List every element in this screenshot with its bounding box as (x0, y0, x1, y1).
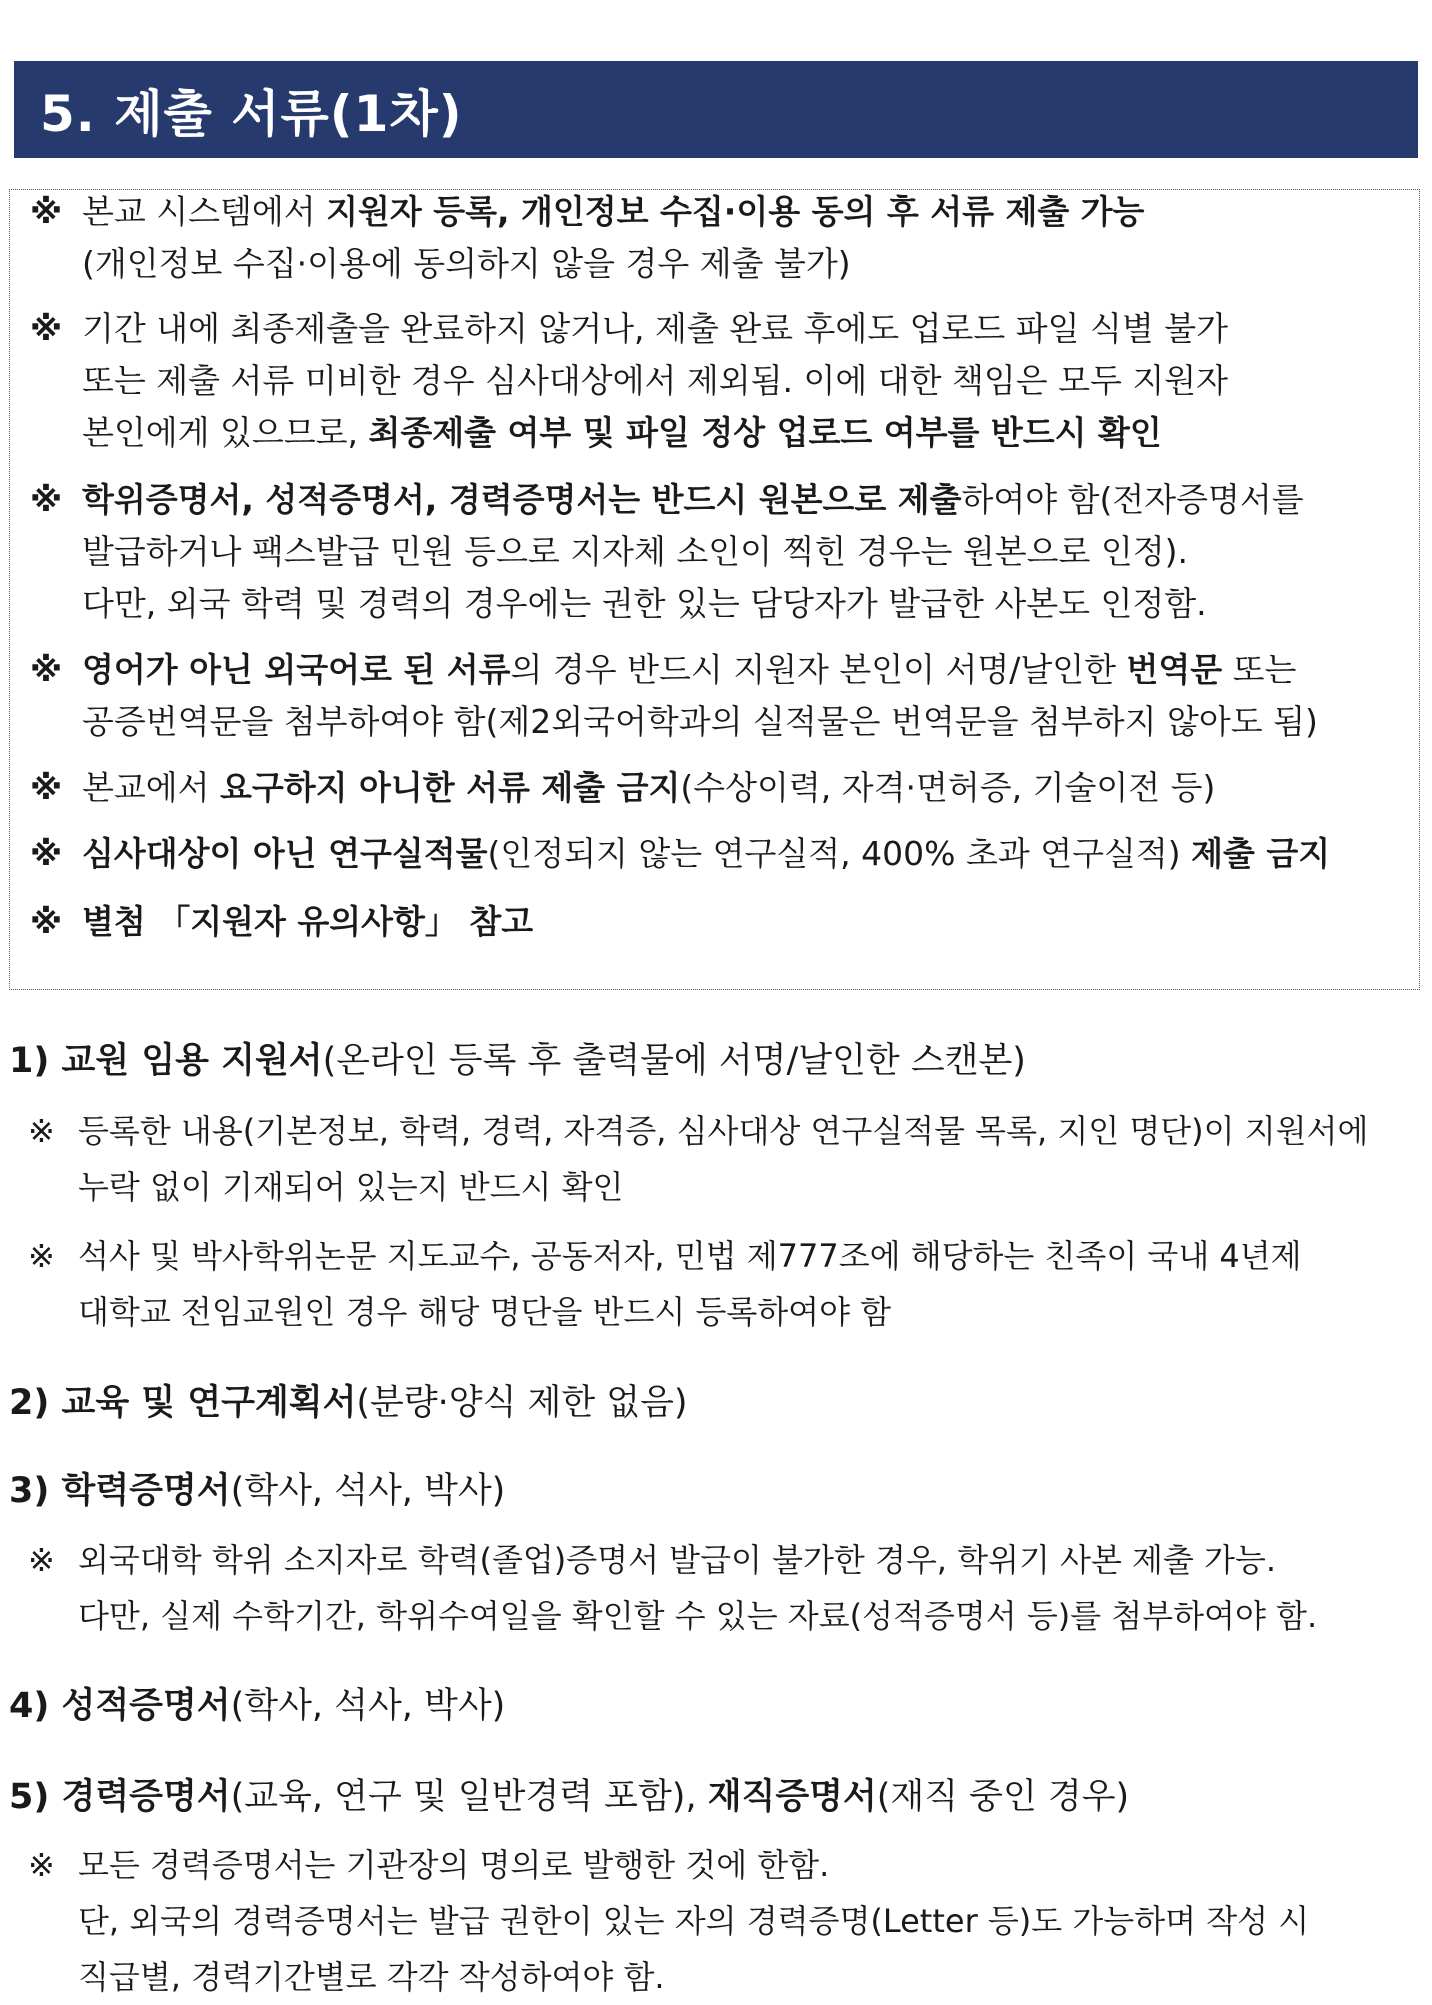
notice-2-line3: 본인에게 있으므로, (82, 413, 369, 452)
item-1-note-2-line2: 대학교 전임교원인 경우 해당 명단을 반드시 등록하여야 함 (78, 1293, 892, 1331)
notice-2-line2: 또는 제출 서류 미비한 경우 심사대상에서 제외됨. 이에 대한 책임은 모두 지원자 (82, 361, 1228, 400)
notice-5-text2: (수상이력, 자격·면허증, 기술이전 등) (680, 768, 1216, 807)
notice-3-bold: 학위증명서, 성적증명서, 경력증명서는 반드시 원본으로 제출 (82, 480, 962, 519)
reference-mark: ※ (28, 1237, 55, 1275)
item-4-number: 4) (9, 1686, 62, 1726)
notice-4-text1: 의 경우 반드시 지원자 본인이 서명/날인한 (510, 650, 1127, 689)
section-title: 5. 제출 서류(1차) (40, 84, 463, 143)
item-3-note-1-line2: 다만, 실제 수학기간, 학위수여일을 확인할 수 있는 자료(성적증명서 등)를 첨부하여야 함. (78, 1597, 1318, 1635)
reference-mark: ※ (28, 1112, 55, 1150)
item-3-title: 학력증명서 (61, 1471, 231, 1511)
notice-1-line2: (개인정보 수집·이용에 동의하지 않을 경우 제출 불가) (82, 244, 851, 283)
notice-5-bold: 요구하지 아니한 서류 제출 금지 (220, 768, 681, 807)
notice-4-text2: 또는 (1222, 650, 1297, 689)
notice-2-bold: 최종제출 여부 및 파일 정상 업로드 여부를 반드시 확인 (368, 413, 1162, 452)
notice-6-bold2: 제출 금지 (1191, 834, 1331, 873)
notice-6-text: (인정되지 않는 연구실적, 400% 초과 연구실적) (487, 834, 1192, 873)
item-3-heading (9, 1463, 1419, 1519)
item-5-desc1: (교육, 연구 및 일반경력 포함), (230, 1777, 708, 1817)
notice-4-bold2: 번역문 (1126, 650, 1223, 689)
item-1-desc: (온라인 등록 후 출력물에 서명/날인한 스캔본) (322, 1041, 1026, 1081)
item-5-heading (9, 1769, 1419, 1825)
reference-mark: ※ (30, 768, 63, 807)
item-5-note-1-line1: 모든 경력증명서는 기관장의 명의로 발행한 것에 한함. (78, 1846, 830, 1884)
item-2-title: 교육 및 연구계획서 (61, 1383, 357, 1423)
item-2-heading (9, 1375, 1419, 1431)
item-5-note-1-line3: 직급별, 경력기간별로 각각 작성하여야 함. (78, 1958, 665, 1996)
item-4-heading (9, 1678, 1419, 1734)
item-5-desc2: (재직 중인 경우) (876, 1777, 1130, 1817)
notice-7-bold: 별첨 「지원자 유의사항」 참고 (82, 902, 534, 941)
notice-4-bold1: 영어가 아닌 외국어로 된 서류 (82, 650, 511, 689)
item-4-desc: (학사, 석사, 박사) (230, 1686, 506, 1726)
item-1-note-1-line2: 누락 없이 기재되어 있는지 반드시 확인 (78, 1168, 624, 1206)
reference-mark: ※ (28, 1541, 55, 1579)
item-5-title1: 경력증명서 (61, 1777, 231, 1817)
item-2-desc: (분량·양식 제한 없음) (356, 1383, 688, 1423)
notice-3-line2: 발급하거나 팩스발급 민원 등으로 지자체 소인이 찍힌 경우는 원본으로 인정). (82, 532, 1188, 571)
notice-4-line2: 공증번역문을 첨부하여야 함(제2외국어학과의 실적물은 번역문을 첨부하지 않아도 됨) (82, 702, 1318, 741)
reference-mark: ※ (30, 650, 63, 689)
item-5-title2: 재직증명서 (707, 1777, 877, 1817)
notice-1-text: 본교 시스템에서 (82, 192, 327, 231)
notice-3-line3: 다만, 외국 학력 및 경력의 경우에는 권한 있는 담당자가 발급한 사본도 인정함. (82, 584, 1207, 623)
item-1-note-1-line1: 등록한 내용(기본정보, 학력, 경력, 자격증, 심사대상 연구실적물 목록, 지인 명단)이 지원서에 (78, 1112, 1369, 1150)
section-title-banner (14, 61, 1418, 158)
item-3-desc: (학사, 석사, 박사) (230, 1471, 506, 1511)
reference-mark: ※ (30, 480, 63, 519)
item-1-number: 1) (9, 1041, 62, 1081)
item-1-note-2-line1: 석사 및 박사학위논문 지도교수, 공동저자, 민법 제777조에 해당하는 친족이 국내 4년제 (78, 1237, 1302, 1275)
notice-5-text: 본교에서 (82, 768, 221, 807)
reference-mark: ※ (30, 192, 63, 231)
item-5-number: 5) (9, 1777, 62, 1817)
item-1-title: 교원 임용 지원서 (61, 1041, 323, 1081)
reference-mark: ※ (30, 309, 63, 348)
item-4-title: 성적증명서 (61, 1686, 231, 1726)
item-3-number: 3) (9, 1471, 62, 1511)
notice-box (9, 189, 1420, 990)
reference-mark: ※ (30, 902, 63, 941)
reference-mark: ※ (30, 834, 63, 873)
item-5-note-1-line2: 단, 외국의 경력증명서는 발급 권한이 있는 자의 경력증명(Letter 등)도 가능하며 작성 시 (78, 1902, 1310, 1940)
notice-1-bold: 지원자 등록, 개인정보 수집·이용 동의 후 서류 제출 가능 (326, 192, 1145, 231)
reference-mark: ※ (28, 1846, 55, 1884)
item-3-note-1-line1: 외국대학 학위 소지자로 학력(졸업)증명서 발급이 불가한 경우, 학위기 사본 제출 가능. (78, 1541, 1277, 1579)
item-2-number: 2) (9, 1383, 62, 1423)
item-1-heading (9, 1033, 1419, 1089)
notice-3-line1: 하여야 함(전자증명서를 (961, 480, 1304, 519)
notice-6-bold1: 심사대상이 아닌 연구실적물 (82, 834, 488, 873)
notice-2-line1: 기간 내에 최종제출을 완료하지 않거나, 제출 완료 후에도 업로드 파일 식별 불가 (82, 309, 1228, 348)
